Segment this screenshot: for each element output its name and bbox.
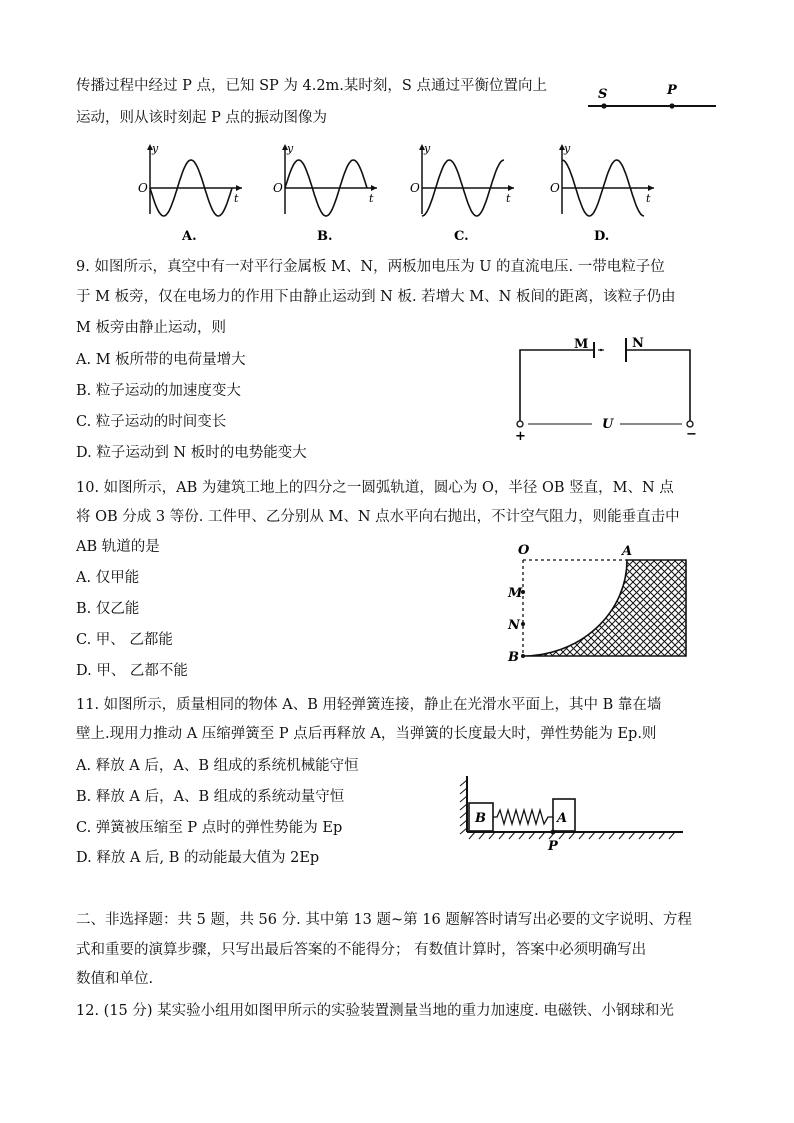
q12-text-line1: 12. (15 分) 某实验小组用如图甲所示的实验装置测量当地的重力加速度. 电磁铁、小钢球和光 [76,1003,674,1019]
wall-hatch [460,780,467,834]
graph-a-t-label: t [234,192,239,205]
spring-blocks-figure [455,770,690,852]
plate-m-label: M [574,337,589,352]
sp-line-figure [588,78,718,118]
graph-b-t-label: t [369,192,374,205]
section2-line1: 二、非选择题：共 5 题，共 56 分. 其中第 13 题~第 16 题解答时请写出必要的文字说明、方程 [76,912,692,928]
q11-option-a: A. 释放 A 后，A、B 组成的系统机械能守恒 [76,758,359,774]
q11-option-d: D. 释放 A 后, B 的动能最大值为 2Ep [76,850,320,866]
label-m: M [508,586,523,601]
label-n: N [508,618,520,633]
q9-option-d: D. 粒子运动到 N 板时的电势能变大 [76,445,307,461]
graph-a-origin: O [138,181,148,195]
q8-text-line1: 传播过程中经过 P 点，已知 SP 为 4.2m.某时刻，S 点通过平衡位置向上 [76,78,547,94]
voltage-u-label: U [602,417,614,432]
graph-c-y-label: y [424,142,431,155]
arc-track-figure [500,540,700,665]
q10-text-line3: AB 轨道的是 [76,539,160,555]
spring [493,810,553,824]
label-b: B [508,650,519,665]
q11-text-line1: 11. 如图所示，质量相同的物体 A、B 用轻弹簧连接，静止在光滑水平面上，其中 B 靠在墙 [76,697,662,713]
point-b [521,654,525,658]
section2-line2: 式和重要的演算步骤，只写出最后答案的不能得分； 有数值计算时，答案中必须明确写出 [76,942,647,958]
graph-a [138,142,242,244]
s-point [601,103,606,108]
q10-option-b: B. 仅乙能 [76,601,140,617]
point-p-label: P [548,839,558,854]
graph-c [410,142,514,244]
section2-line3: 数值和单位. [76,971,154,987]
q9-text-line2: 于 M 板旁，仅在电场力的作用下由静止运动到 N 板. 若增大 M、N 板间的距离，该粒子仍由 [76,289,676,305]
q10-option-a: A. 仅甲能 [76,570,140,586]
point-p [551,830,556,835]
s-label: S [598,87,608,102]
point-n [521,622,525,626]
capacitor-circuit-figure [510,330,710,445]
q10-text-line1: 10. 如图所示，AB 为建筑工地上的四分之一圆弧轨道，圆心为 O，半径 OB 竖直，M、N 点 [76,480,674,496]
label-a: A [622,544,633,559]
graph-a-y-label: y [152,142,159,155]
q11-option-c: C. 弹簧被压缩至 P 点时的弹性势能为 Ep [76,820,343,836]
plus-sign: + [515,429,526,444]
graph-b-label: B. [317,229,333,244]
q9-option-c: C. 粒子运动的时间变长 [76,414,227,430]
plate-n-label: N [632,336,644,351]
graph-d-y-label: y [564,142,571,155]
terminal-plus [517,421,523,427]
graph-b-y-label: y [287,142,294,155]
vibration-graphs [130,140,670,245]
q11-text-line2: 壁上.现用力推动 A 压缩弹簧至 P 点后再释放 A，当弹簧的长度最大时，弹性势能为 Ep.则 [76,726,657,742]
graph-d [550,142,654,244]
hatched-ground [523,560,686,656]
graph-c-t-label: t [506,192,511,205]
minus-sign: − [686,427,697,442]
q9-text-line3: M 板旁由静止运动，则 [76,320,226,336]
q10-option-c: C. 甲、 乙都能 [76,632,173,648]
q10-option-d: D. 甲、 乙都不能 [76,663,188,679]
q10-text-line2: 将 OB 分成 3 等份. 工件甲、乙分别从 M、N 点水平向右抛出，不计空气阻力，则能垂直击中 [76,509,680,525]
block-a-label: A [557,811,568,826]
floor-hatch [469,832,675,839]
block-b-label: B [475,811,486,826]
q11-option-b: B. 释放 A 后，A、B 组成的系统动量守恒 [76,789,345,805]
q9-option-a: A. M 板所带的电荷量增大 [76,352,246,368]
p-label: P [667,83,677,98]
p-point [669,103,674,108]
label-o: O [518,543,530,558]
graph-c-origin: O [410,181,420,195]
q9-option-b: B. 粒子运动的加速度变大 [76,383,241,399]
q8-text-line2: 运动，则从该时刻起 P 点的振动图像为 [76,110,327,126]
graph-b [273,142,377,244]
q9-text-line1: 9. 如图所示，真空中有一对平行金属板 M、N，两板加电压为 U 的直流电压. 一带电粒子位 [76,259,665,275]
graph-d-t-label: t [646,192,651,205]
graph-d-origin: O [550,181,560,195]
graph-c-label: C. [454,229,469,244]
graph-a-label: A. [182,229,197,244]
graph-b-origin: O [273,181,283,195]
graph-d-label: D. [594,229,610,244]
